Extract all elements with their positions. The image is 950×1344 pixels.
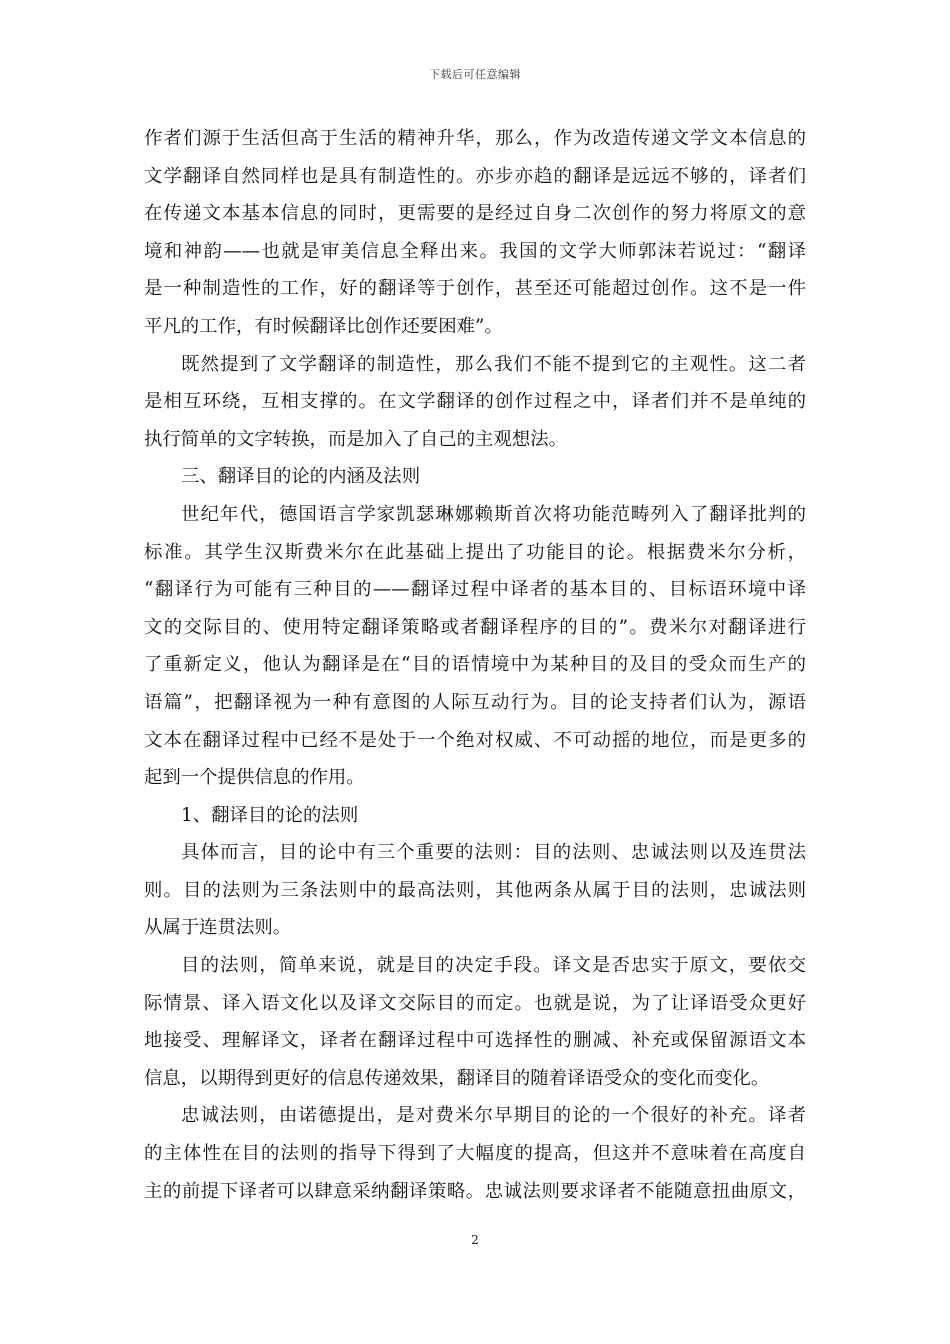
body-text (144, 120, 806, 1210)
text-line: 起到一个提供信息的作用。 (144, 767, 365, 789)
text-line: 信息，以期得到更好的信息传递效果，翻译目的随着译语受众的变化而变化。 (144, 1067, 770, 1089)
text-line: 际情景、译入语文化以及译文交际目的而定。也就是说，为了让译语受众更好 (144, 992, 806, 1014)
text-line: “翻译行为可能有三种目的——翻译过程中译者的基本目的、目标语环境中译 (144, 579, 806, 601)
page-header: 下载后可任意编辑 (429, 68, 521, 81)
text-line: 的主体性在目的法则的指导下得到了大幅度的提高，但这并不意味着在高度自 (144, 1143, 806, 1165)
section-heading: 三、翻译目的论的内涵及法则 (181, 466, 421, 488)
page-number: 2 (471, 1233, 479, 1247)
text-line: 既然提到了文学翻译的制造性，那么我们不能不提到它的主观性。这二者 (181, 353, 806, 375)
text-line: 是相互环绕，互相支撑的。在文学翻译的创作过程之中，译者们并不是单纯的 (144, 391, 806, 413)
text-line: 境和神韵——也就是审美信息全释出来。我国的文学大师郭沫若说过：“翻译 (144, 240, 806, 262)
text-line: 平凡的工作，有时候翻译比创作还要困难”。 (144, 315, 503, 337)
text-line: 执行简单的文字转换，而是加入了自己的主观想法。 (144, 428, 567, 450)
text-line: 在传递文本基本信息的同时，更需要的是经过自身二次创作的努力将原文的意 (144, 203, 806, 225)
text-line: 地接受、理解译文，译者在翻译过程中可选择性的删减、补充或保留源语文本 (144, 1030, 806, 1052)
text-line: 是一种制造性的工作，好的翻译等于创作，甚至还可能超过创作。这不是一件 (144, 278, 806, 300)
text-line: 忠诚法则，由诺德提出，是对费米尔早期目的论的一个很好的补充。译者 (181, 1105, 806, 1127)
text-line: 标准。其学生汉斯费米尔在此基础上提出了功能目的论。根据费米尔分析， (144, 541, 806, 563)
text-line: 则。目的法则为三条法则中的最高法则，其他两条从属于目的法则，忠诚法则 (144, 879, 806, 901)
subsection-heading: 1、翻译目的论的法则 (181, 804, 359, 826)
text-line: 主的前提下译者可以肆意采纳翻译策略。忠诚法则要求译者不能随意扭曲原文， (144, 1180, 806, 1202)
text-line: 作者们源于生活但高于生活的精神升华，那么，作为改造传递文学文本信息的 (144, 128, 806, 149)
text-line: 世纪年代，德国语言学家凯瑟琳娜赖斯首次将功能范畴列入了翻译批判的 (181, 503, 806, 525)
text-line: 了重新定义，他认为翻译是在“目的语情境中为某种目的及目的受众而生产的 (144, 654, 806, 676)
text-line: 文学翻译自然同样也是具有制造性的。亦步亦趋的翻译是远远不够的，译者们 (144, 165, 806, 187)
text-line: 具体而言，目的论中有三个重要的法则：目的法则、忠诚法则以及连贯法 (181, 842, 806, 864)
text-line: 文的交际目的、使用特定翻译策略或者翻译程序的目的”。费米尔对翻译进行 (144, 616, 806, 638)
text-line: 从属于连贯法则。 (144, 917, 292, 939)
text-line: 文本在翻译过程中已经不是处于一个绝对权威、不可动摇的地位，而是更多的 (144, 729, 806, 751)
text-line: 目的法则，简单来说，就是目的决定手段。译文是否忠实于原文，要依交 (181, 955, 806, 977)
text-line: 语篇”，把翻译视为一种有意图的人际互动行为。目的论支持者们认为，源语 (144, 691, 806, 713)
